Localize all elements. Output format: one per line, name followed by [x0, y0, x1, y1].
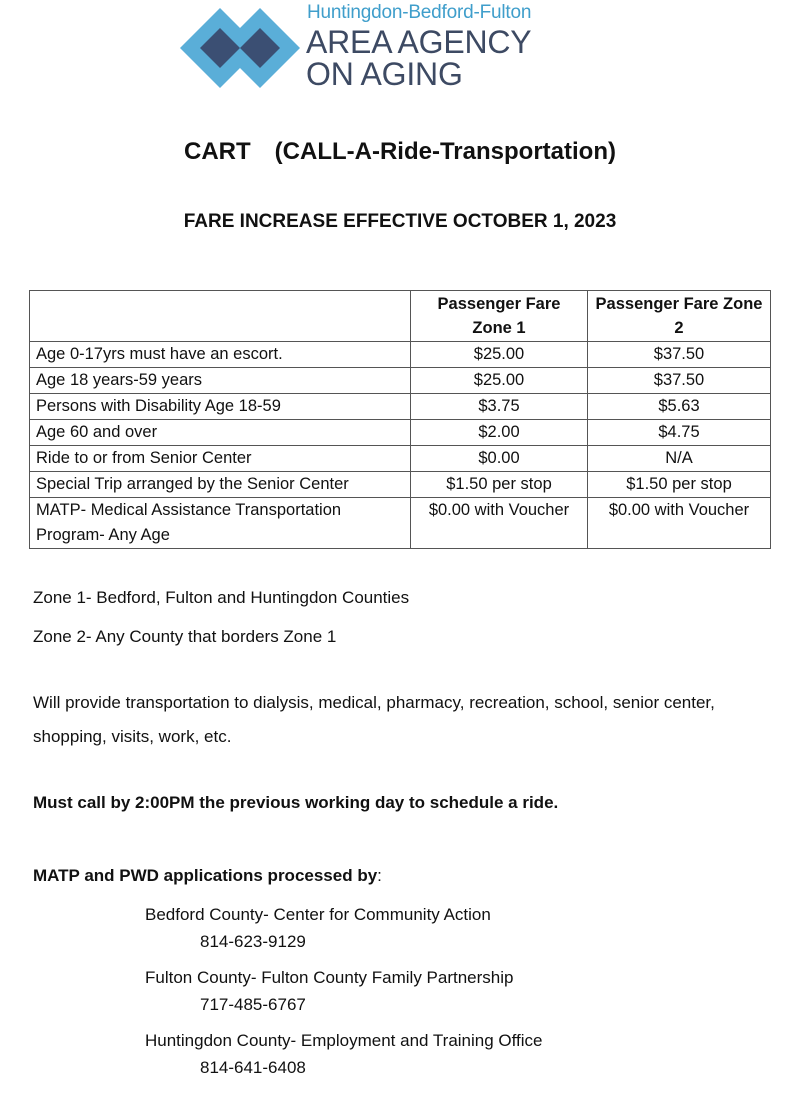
- row-category: Persons with Disability Age 18-59: [30, 394, 411, 420]
- agency-logo: [180, 2, 580, 94]
- row-zone-2-fare: $37.50: [588, 342, 771, 368]
- logo-line-2: ON AGING: [306, 56, 463, 92]
- table-row: [30, 342, 771, 368]
- office-name: Huntingdon County- Employment and Training Office: [145, 1031, 543, 1050]
- applications-heading: [33, 866, 382, 886]
- office-phone: 814-641-6408: [200, 1058, 306, 1077]
- row-category: Special Trip arranged by the Senior Center: [30, 472, 411, 498]
- row-zone-1-fare: $1.50 per stop: [411, 472, 588, 498]
- table-header-row: [30, 291, 771, 342]
- logo-subtitle: Huntingdon-Bedford-Fulton: [307, 2, 532, 23]
- logo-line-1: AREA AGENCY: [306, 24, 532, 60]
- row-zone-1-fare: $0.00 with Voucher: [411, 498, 588, 549]
- office-phone: 814-623-9129: [200, 932, 306, 951]
- table-row: [30, 446, 771, 472]
- fare-increase-heading: FARE INCREASE EFFECTIVE OCTOBER 1, 2023: [183, 211, 617, 232]
- title-paren: (CALL-A-Ride-Transportation): [274, 138, 616, 165]
- office-name: Bedford County- Center for Community Action: [145, 905, 491, 924]
- call-notice: Must call by 2:00PM the previous working day to schedule a ride.: [33, 793, 559, 812]
- row-category: Ride to or from Senior Center: [30, 446, 411, 472]
- applications-heading-colon: :: [377, 866, 382, 885]
- diamond-logo-icon: [180, 6, 302, 90]
- zone-2-description: Zone 2- Any County that borders Zone 1: [33, 627, 337, 646]
- row-zone-1-fare: $2.00: [411, 420, 588, 446]
- applications-heading-text: MATP and PWD applications processed by: [33, 866, 378, 885]
- row-category: Age 18 years-59 years: [30, 368, 411, 394]
- row-category: Age 60 and over: [30, 420, 411, 446]
- row-zone-2-fare: $0.00 with Voucher: [588, 498, 771, 549]
- row-zone-1-fare: $3.75: [411, 394, 588, 420]
- zone-1-description: Zone 1- Bedford, Fulton and Huntingdon Counties: [33, 588, 410, 607]
- office-name: Fulton County- Fulton County Family Partnership: [145, 968, 514, 987]
- page-title: [0, 138, 800, 166]
- row-zone-1-fare: $0.00: [411, 446, 588, 472]
- office-phone: 717-485-6767: [200, 995, 306, 1014]
- row-category: MATP- Medical Assistance Transportation Program- Any Age: [30, 498, 411, 549]
- row-zone-1-fare: $25.00: [411, 342, 588, 368]
- table-row: [30, 368, 771, 394]
- table-row: [30, 420, 771, 446]
- table-row: [30, 394, 771, 420]
- title-main: CART: [184, 138, 251, 165]
- fare-table: [29, 290, 771, 549]
- table-row: [30, 472, 771, 498]
- services-line-2: shopping, visits, work, etc.: [33, 727, 232, 746]
- table-header-zone-1: Passenger Fare Zone 1: [411, 291, 588, 342]
- table-header-blank: [30, 291, 411, 342]
- table-row: [30, 498, 771, 549]
- row-category: Age 0-17yrs must have an escort.: [30, 342, 411, 368]
- row-zone-1-fare: $25.00: [411, 368, 588, 394]
- row-zone-2-fare: $5.63: [588, 394, 771, 420]
- services-line-1: Will provide transportation to dialysis, medical, pharmacy, recreation, school, senior center,: [33, 693, 715, 712]
- row-zone-2-fare: $4.75: [588, 420, 771, 446]
- row-zone-2-fare: N/A: [588, 446, 771, 472]
- table-header-zone-2: Passenger Fare Zone 2: [588, 291, 771, 342]
- row-zone-2-fare: $1.50 per stop: [588, 472, 771, 498]
- row-zone-2-fare: $37.50: [588, 368, 771, 394]
